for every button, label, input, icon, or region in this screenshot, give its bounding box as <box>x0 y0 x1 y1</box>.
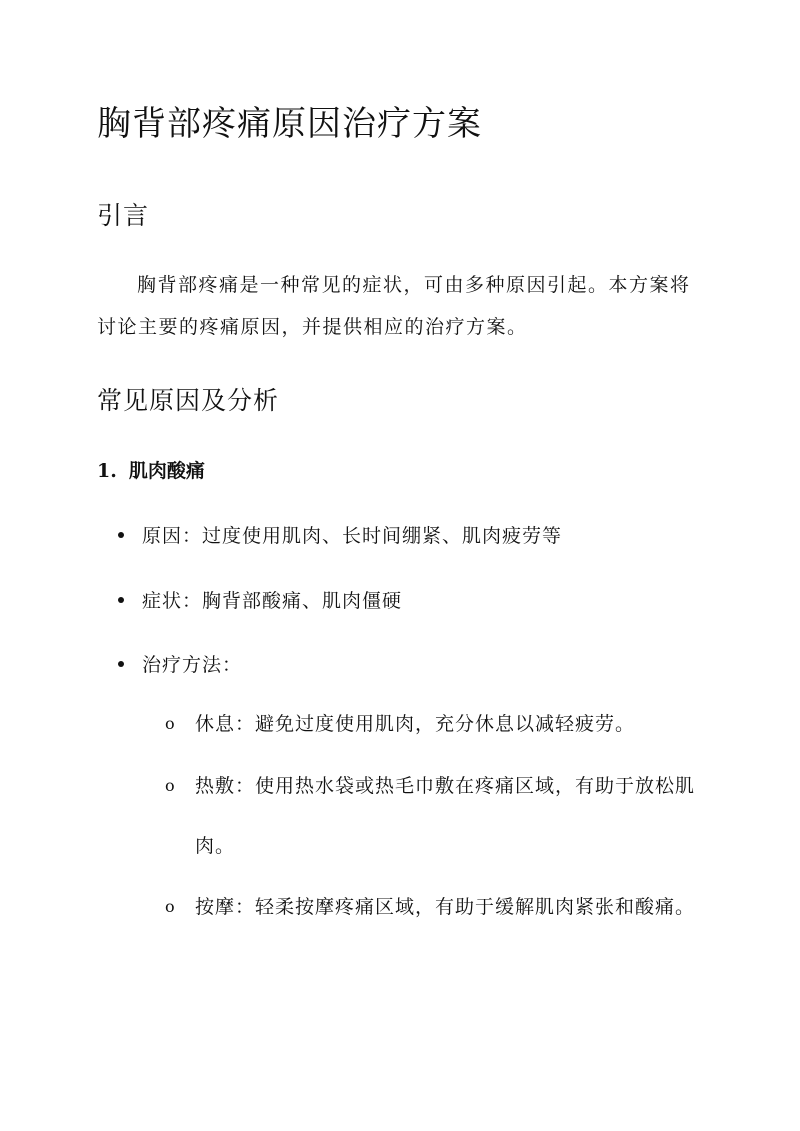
intro-heading: 引言 <box>97 201 150 230</box>
intro-paragraph: 胸背部疼痛是一种常见的症状，可由多种原因引起。本方案将讨论主要的疼痛原因，并提供相应的治疗方案。 <box>97 274 691 338</box>
treatment-item-rest <box>165 694 700 754</box>
treatment-item-text: 热敷：使用热水袋或热毛巾敷在疼痛区域，有助于放松肌肉。 <box>195 775 696 857</box>
bullet-dot-icon <box>118 661 124 667</box>
bullet-item-text: 治疗方法： <box>142 654 243 676</box>
cause-item-title: 肌肉酸痛 <box>128 460 205 482</box>
bullet-item-symptom <box>118 586 402 613</box>
treatment-item-text: 按摩：轻柔按摩疼痛区域，有助于缓解肌肉紧张和酸痛。 <box>195 896 696 918</box>
hollow-circle-bullet-icon: o <box>165 897 176 916</box>
bullet-item-text: 原因：过度使用肌肉、长时间绷紧、肌肉疲劳等 <box>142 525 563 547</box>
hollow-circle-bullet-icon: o <box>165 714 176 733</box>
treatment-item-massage <box>165 877 700 937</box>
hollow-circle-bullet-icon: o <box>165 776 176 795</box>
bullet-dot-icon <box>118 532 124 538</box>
bullet-dot-icon <box>118 597 124 603</box>
document-title: 胸背部疼痛原因治疗方案 <box>97 104 482 144</box>
bullet-item-text: 症状：胸背部酸痛、肌肉僵硬 <box>142 590 403 612</box>
bullet-item-cause <box>118 521 562 548</box>
bullet-item-treatment <box>118 650 242 677</box>
causes-heading: 常见原因及分析 <box>97 386 280 415</box>
cause-item-number: 1. <box>97 460 117 482</box>
treatment-item-text: 休息：避免过度使用肌肉，充分休息以减轻疲劳。 <box>195 713 636 735</box>
cause-item-heading <box>97 456 205 483</box>
treatment-item-heat <box>165 756 700 876</box>
